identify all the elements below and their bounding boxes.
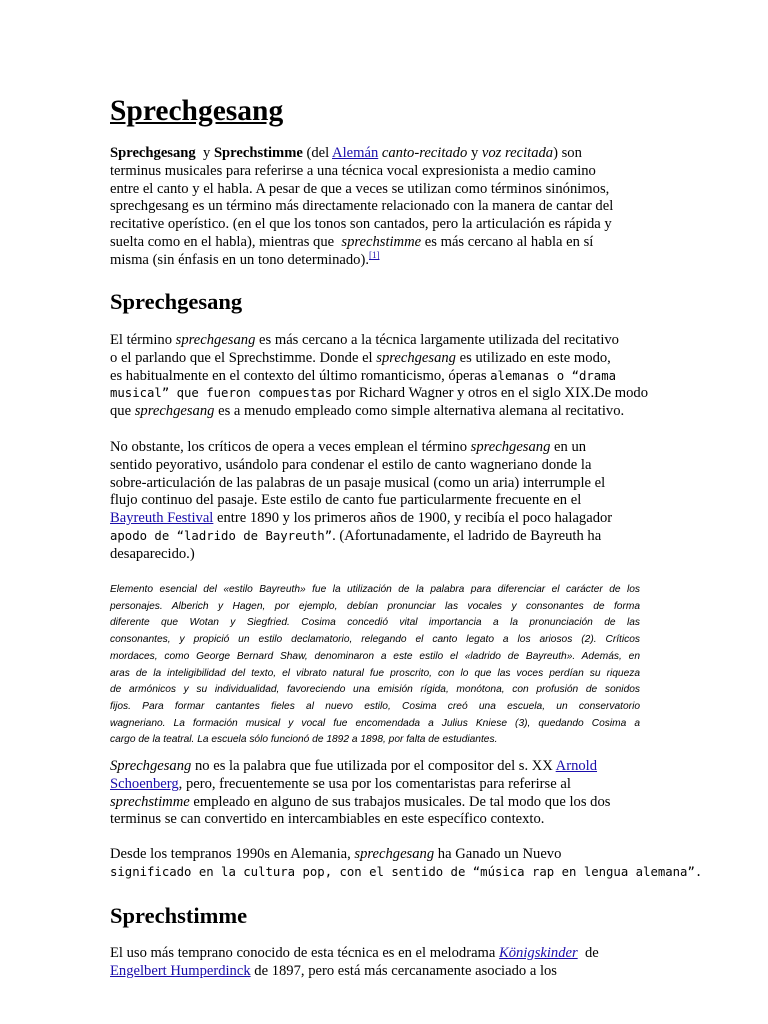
quote-estilo-bayreuth: Elemento esencial del «estilo Bayreuth» fue la utilización de la palabra para diferenciar el carácter de los personajes. Alberich y Hagen, por ejemplo, debían pronunciar las vocales y consonantes de forma diferente que Wotan y Siegfried. Cosima concedió vital importancia a la pronunciación de las consonantes, y propició un estilo declamatorio, relegando el canto legato a los ariosos (2). Críticos mordaces, como George Bernard Shaw, denominaron a este estilo el «ladrido de Bayreuth». Además, en aras de la inteligibilidad del texto, el vibrato natural fue proscrito, con lo que las voces perdían su riqueza de armónicos y su individualidad, favoreciendo una emisión rígida, monótona, con profusión de sonidos fijos. Para formar cantantes fieles al nuevo estilo, Cosima creó una escuela, un conservatorio wagneriano. La formación musical y vocal fue encomendada a Julius Kniese (3), quedando Cosima a cargo de la teatral. La escuela sólo funcionó de 1892 a 1898, por falta de estudiantes.	[110, 584, 640, 746]
term-sprechstimme: Sprechstimme	[213, 145, 303, 161]
reference-link-1[interactable]: [1]	[368, 249, 380, 260]
paragraph-melodrama: El uso más temprano conocido de esta técnica es en el melodrama Königskinder de Engelbert Humperdinck de 1897, pero está más cercanamente asociado a los	[110, 945, 599, 979]
paragraph-recitativo: El término sprechgesang es más cercano a la técnica largamente utilizada del recitativo o el parlando que el Sprechstimme. Donde el sprechgesang es utilizado en este modo, es habitualmente en el contexto del último romanticismo, óperas alemanas o “drama musical” que fueron compuestas por Richard Wagner y otros en el siglo XIX.De modo que sprechgesang es a menudo empleado como simple alternativa alemana al recitativo.	[110, 332, 649, 420]
link-schoenberg[interactable]: Schoenberg	[110, 775, 179, 792]
section-heading-sprechgesang: Sprechgesang	[110, 289, 243, 314]
paragraph-cultura-pop: Desde los tempranos 1990s en Alemania, sprechgesang ha Ganado un Nuevo significado en la cultura pop, con el sentido de “música rap en lengua alemana”.	[110, 846, 703, 879]
intro-paragraph: Sprechgesang y Sprechstimme (del Alemán canto-recitado y voz recitada) son terminus musicales para referirse a una técnica vocal expresionista a medio camino entre el canto y el habla. A pesar de que a veces se utilizan como términos sinónimos, sprechgesang es un término más directamente relacionado con la manera de cantar del recitative operístico. (en el que los tonos son cantados, pero la articulación es rápida y suelta como en el habla), mientras que sprechstimme es más cercano al habla en sí misma (sin énfasis en un tono determinado).[1]	[110, 145, 614, 268]
paragraph-peyorativo: No obstante, los críticos de opera a veces emplean el término sprechgesang en un sentido peyorativo, usándolo para condenar el estilo de canto wagneriano donde la sobre-articulación de las palabras de un pasaje musical (como un aria) interrumple el flujo continuo del pasaje. Este estilo de canto fue particularmente frecuente en el Bayreuth Festival entre 1890 y los primeros años de 1900, y recibía el poco halagador apodo de “ladrido de Bayreuth”. (Afortunadamente, el ladrido de Bayreuth ha desaparecido.)	[110, 439, 613, 562]
paragraph-schoenberg: Sprechgesang no es la palabra que fue utilizada por el compositor del s. XX Arnold Schoenberg, pero, frecuentemente se usa por los comentaristas para referirse al sprechstimme empleado en alguno de sus trabajos musicales. De tal modo que los dos terminus se can convertido en intercambiables en este específico contexto.	[110, 758, 611, 828]
link-aleman[interactable]: Alemán	[332, 145, 379, 161]
link-engelbert-humperdinck[interactable]: Engelbert Humperdinck	[110, 962, 251, 979]
link-konigskinder[interactable]: Königskinder	[499, 945, 578, 961]
link-bayreuth-festival[interactable]: Bayreuth Festival	[110, 510, 214, 527]
term-sprechgesang: Sprechgesang	[110, 145, 196, 161]
link-arnold-schoenberg[interactable]: Arnold	[555, 758, 598, 774]
section-heading-sprechstimme: Sprechstimme	[110, 903, 248, 928]
page-title: Sprechgesang	[110, 95, 284, 127]
